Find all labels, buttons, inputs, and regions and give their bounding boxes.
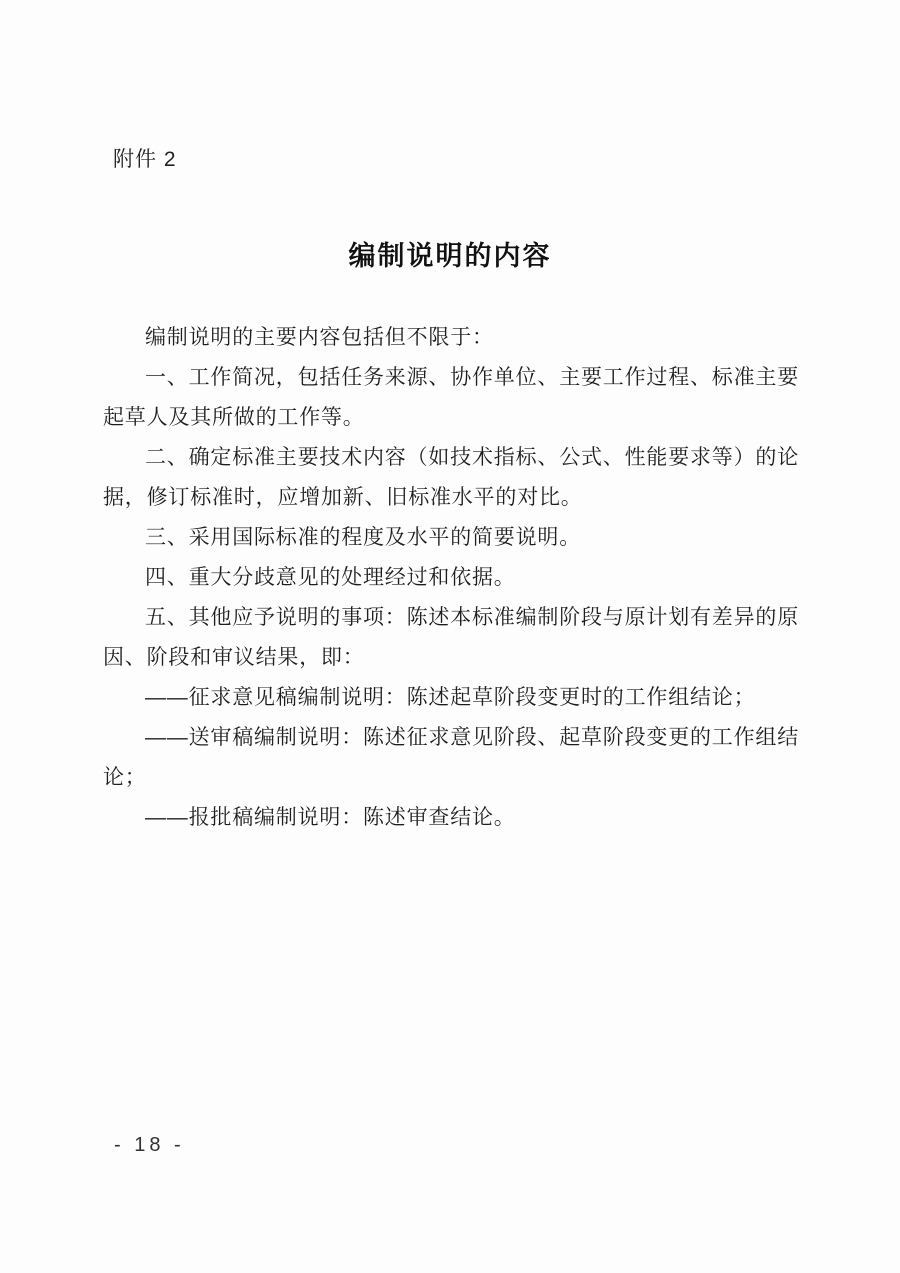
body-line: 四、重大分歧意见的处理经过和依据。	[145, 566, 516, 589]
body-line: 据，修订标准时，应增加新、旧标准水平的对比。	[103, 486, 583, 509]
page-title: 编制说明的内容	[348, 241, 552, 271]
body-line: 三、采用国际标准的程度及水平的简要说明。	[145, 526, 581, 549]
attachment-label: 附件 2	[113, 148, 177, 171]
body-line: 因、阶段和审议结果，即：	[103, 646, 365, 669]
body-line: 编制说明的主要内容包括但不限于：	[145, 326, 494, 349]
body-line: 五、其他应予说明的事项：陈述本标准编制阶段与原计划有差异的原	[145, 606, 799, 629]
body-line: 论；	[103, 766, 147, 789]
body-line: ——送审稿编制说明：陈述征求意见阶段、起草阶段变更的工作组结	[145, 726, 799, 749]
page-number: - 18 -	[114, 1134, 185, 1156]
body-line: 一、工作简况，包括任务来源、协作单位、主要工作过程、标准主要	[145, 366, 799, 389]
body-line: ——报批稿编制说明：陈述审查结论。	[145, 806, 516, 829]
body-line: 起草人及其所做的工作等。	[103, 406, 365, 429]
body-text	[103, 318, 803, 838]
body-line: 二、确定标准主要技术内容（如技术指标、公式、性能要求等）的论	[145, 446, 799, 469]
body-line: ——征求意见稿编制说明：陈述起草阶段变更时的工作组结论；	[145, 686, 756, 709]
